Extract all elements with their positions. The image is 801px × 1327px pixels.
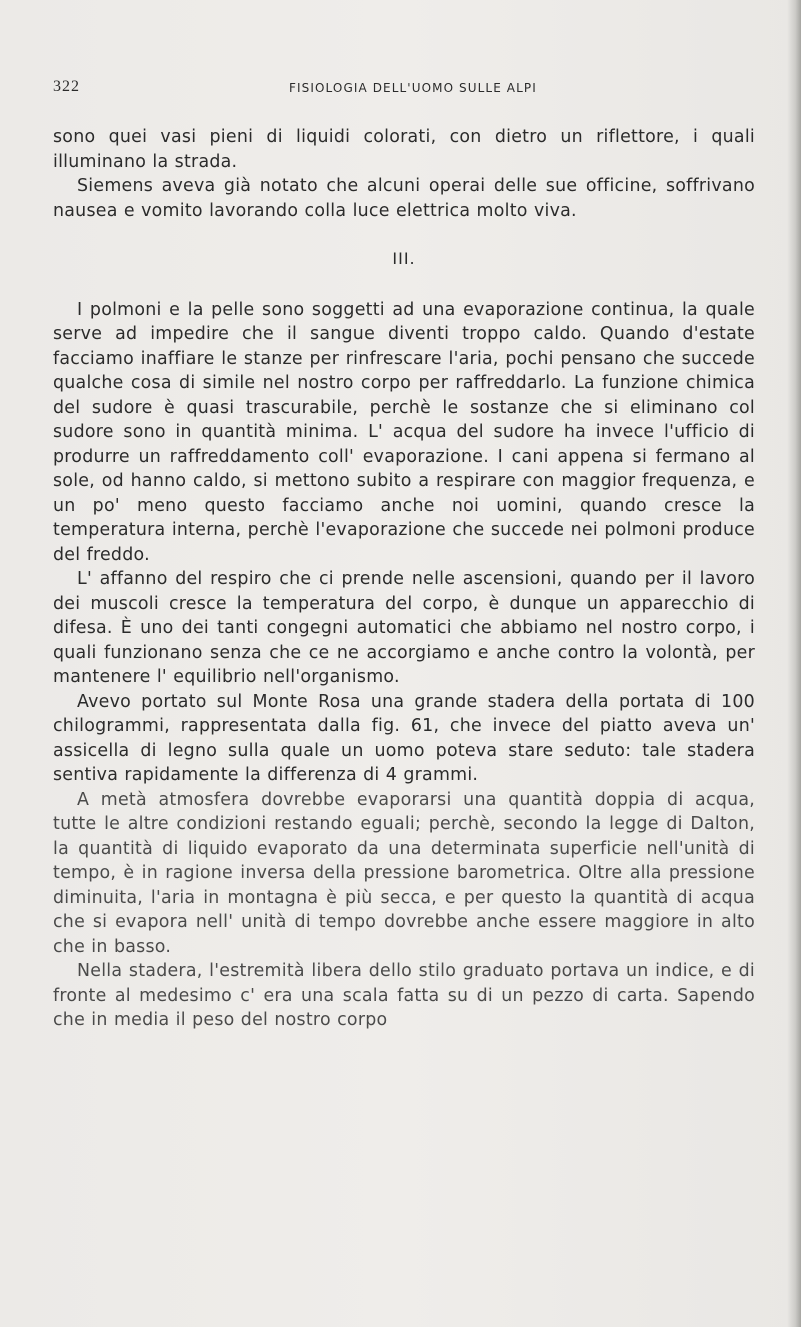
paragraph-siemens: Siemens aveva già notato che alcuni operai delle sue officine, soffrivano nausea e vomito lavorando colla luce elettrica molto viva. <box>53 176 755 221</box>
paragraph-atmosfera: A metà atmosfera dovrebbe evaporarsi una quantità doppia di acqua, tutte le altre condizioni restando eguali; perchè, secondo la legge di Dalton, la quantità di liquido evaporato da una determinata superficie nell'unità di tempo, è in ragione inversa della pressione barometrica. Oltre alla pressione diminuita, l'aria in montagna è più secca, e per questo la quantità di acqua che si evapora nell' unità di tempo dovrebbe anche essere maggiore in alto che in basso. <box>53 789 755 957</box>
section-heading: III. <box>392 249 416 268</box>
body-text <box>53 125 755 1033</box>
paragraph-polmoni: I polmoni e la pelle sono soggetti ad una evaporazione continua, la quale serve ad impedire che il sangue diventi troppo caldo. Quando d'estate facciamo inaffiare le stanze per rinfrescare l'aria, pochi pensano che succede qualche cosa di simile nel nostro corpo per raffreddarlo. La funzione chimica del sudore è quasi trascurabile, perchè le sostanze che si eliminano col sudore sono in quantità minima. L' acqua del sudore ha invece l'ufficio di produrre un raffreddamento coll' evaporazione. I cani appena si fermano al sole, od hanno caldo, si mettono subito a respirare con maggior frequenza, e un po' meno questo facciamo anche noi uomini, quando cresce la temperatura interna, perchè l'evaporazione che succede nei polmoni produce del freddo. <box>53 299 755 565</box>
paragraph-affanno: L' affanno del respiro che ci prende nelle ascensioni, quando per il lavoro dei muscoli cresce la temperatura del corpo, è dunque un apparecchio di difesa. È uno dei tanti congegni automatici che abbiamo nel nostro corpo, i quali funzionano senza che ce ne accorgiamo e anche contro la volontà, per mantenere l' equilibrio nell'organismo. <box>53 569 755 687</box>
paragraph-continuation: sono quei vasi pieni di liquidi colorati, con dietro un riflettore, i quali illuminano la strada. <box>53 127 755 172</box>
paragraph-stadera: Avevo portato sul Monte Rosa una grande stadera della portata di 100 chilogrammi, rappresentata dalla fig. 61, che invece del piatto aveva un' assicella di legno sulla quale un uomo poteva stare seduto: tale stadera sentiva rapidamente la differenza di 4 grammi. <box>53 691 755 785</box>
page-number: 322 <box>53 78 80 95</box>
page-edge-shadow <box>787 0 801 1327</box>
page-header <box>53 78 743 100</box>
running-title: FISIOLOGIA DELL'UOMO SULLE ALPI <box>289 81 537 95</box>
paragraph-stilo: Nella stadera, l'estremità libera dello stilo graduato portava un indice, e di fronte al medesimo c' era una scala fatta su di un pezzo di carta. Sapendo che in media il peso del nostro corpo <box>53 961 755 1030</box>
faded-text-block <box>53 788 755 1033</box>
